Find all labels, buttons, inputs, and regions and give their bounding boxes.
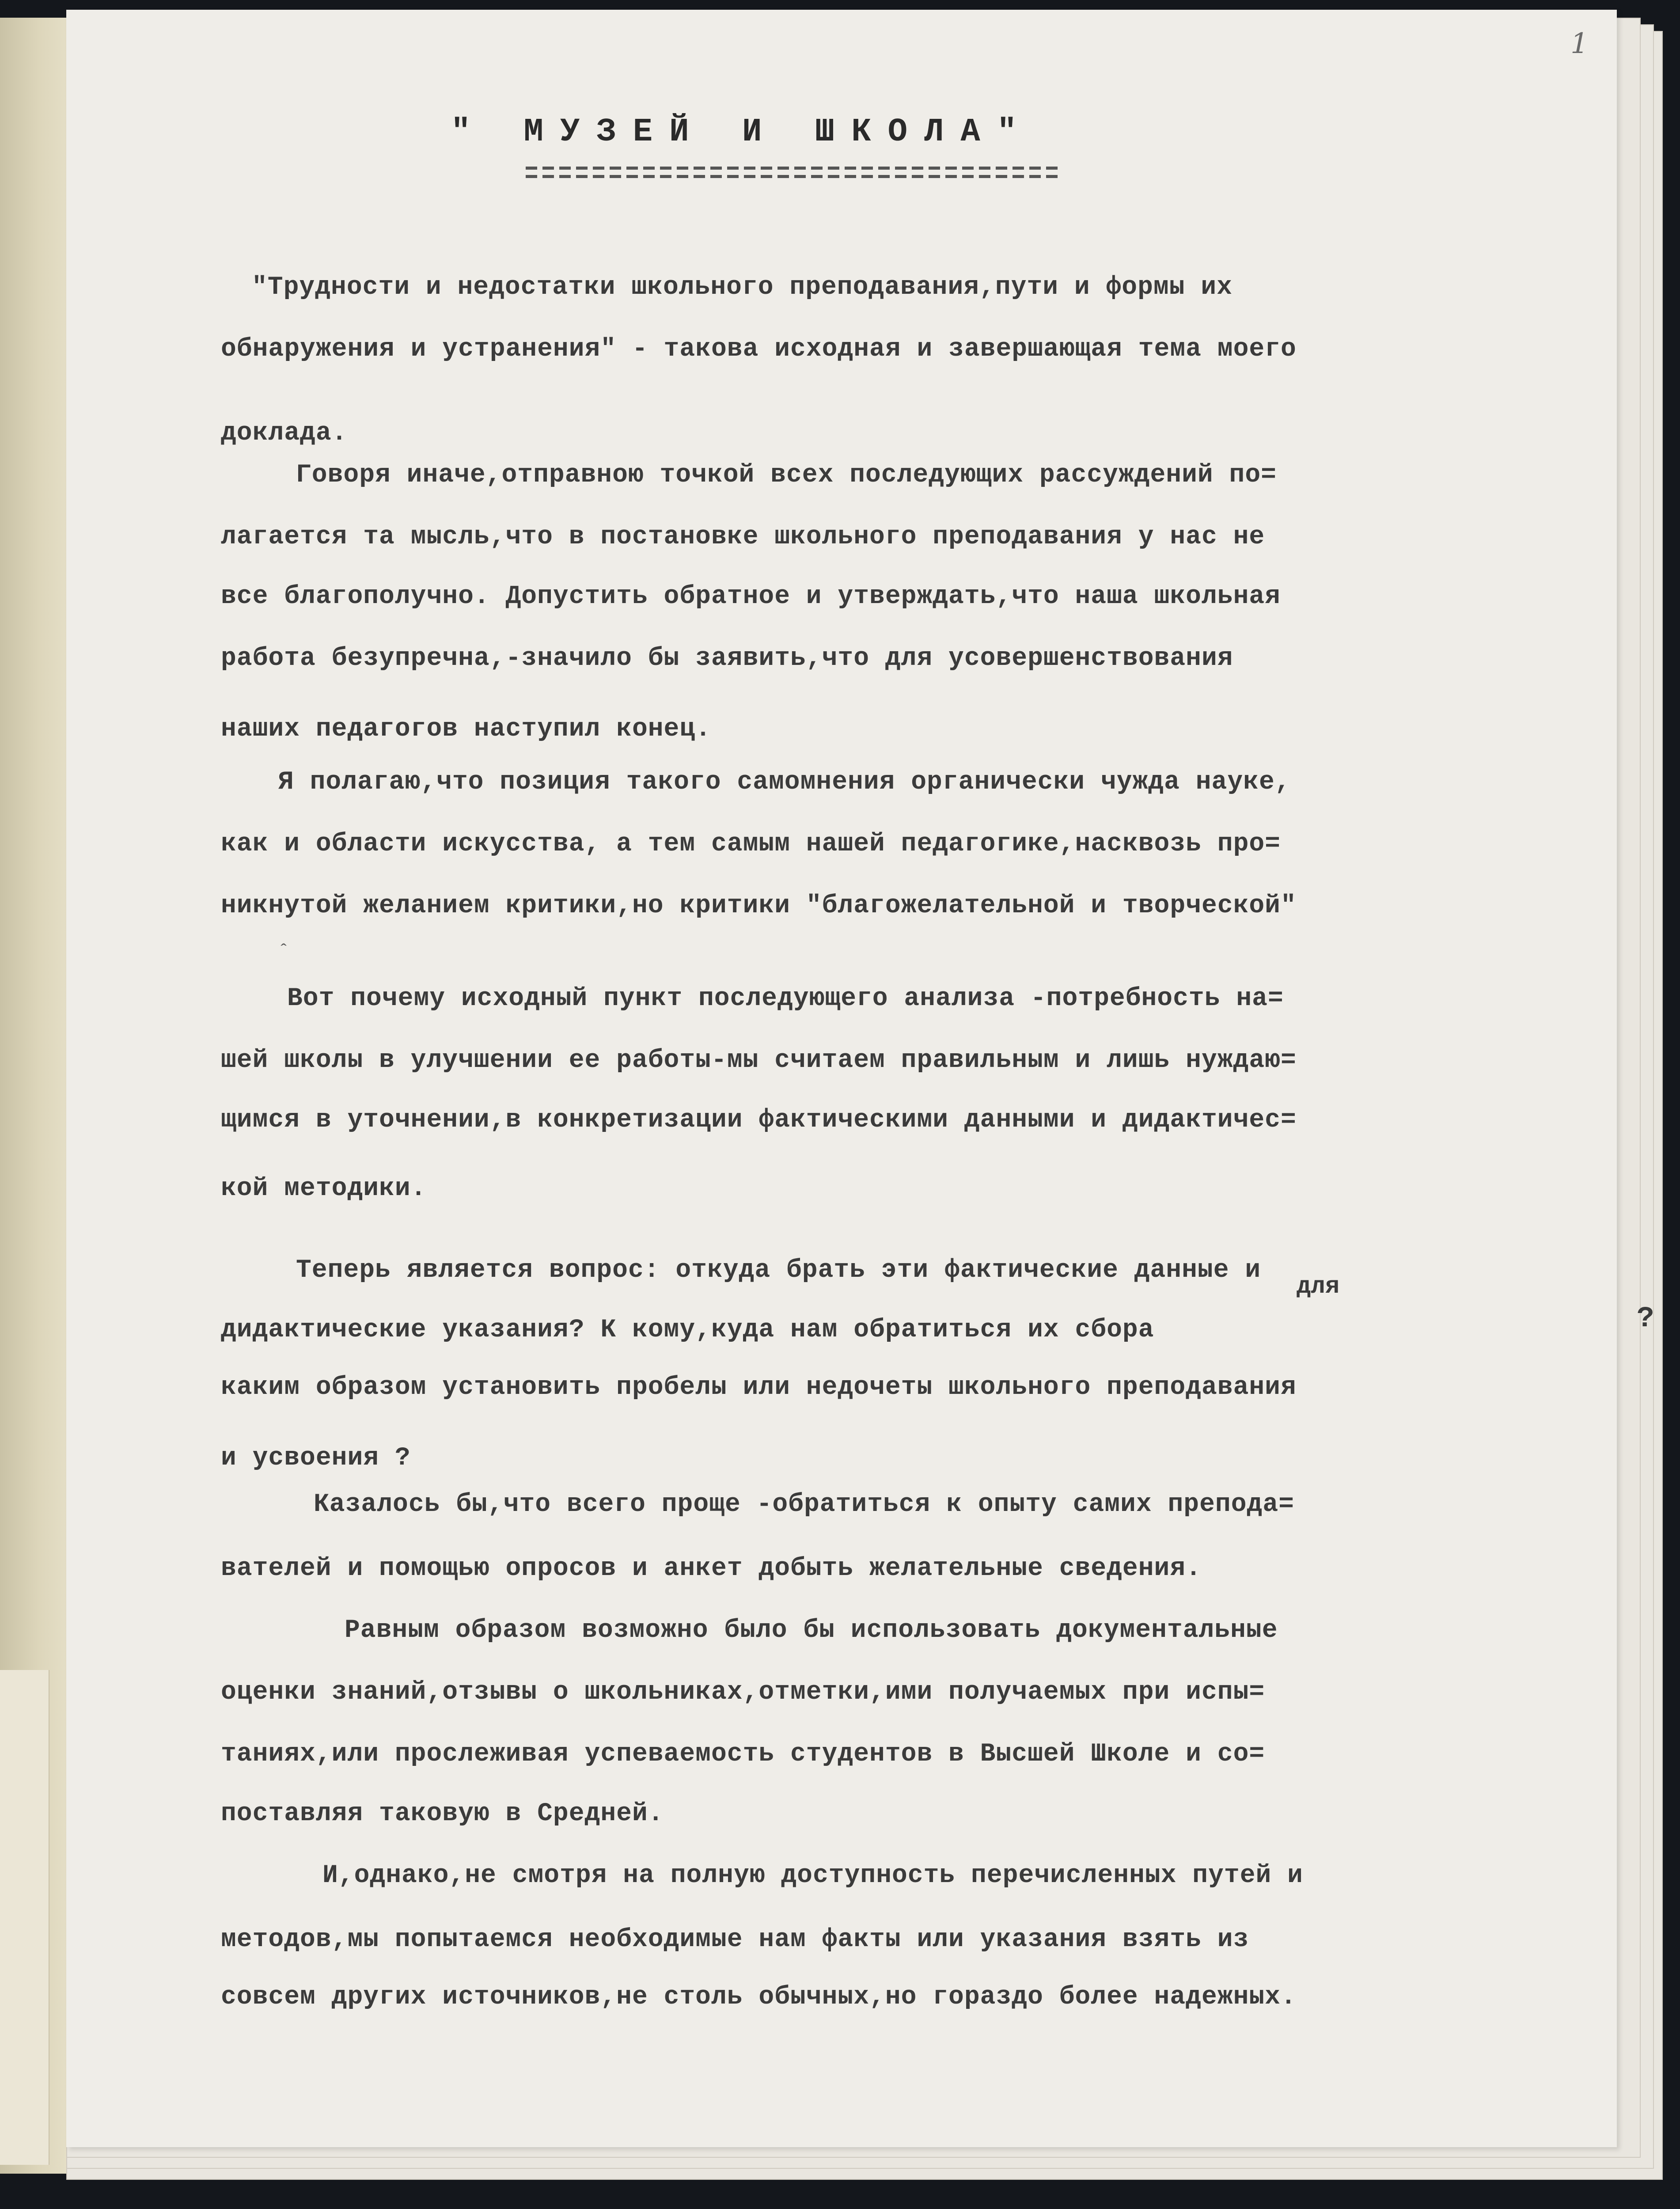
text-line: Казалось бы,что всего проще -обратиться к опыту самих препода= [314, 1490, 1294, 1519]
text-line: Говоря иначе,отправною точкой всех последующих рассуждений по= [296, 461, 1277, 490]
text-line: доклада. [221, 419, 348, 448]
text-line: шей школы в улучшении ее работы-мы считаем правильным и лишь нуждаю= [221, 1046, 1297, 1075]
text-line: вателей и помощью опросов и анкет добыть желательные сведения. [221, 1554, 1202, 1583]
text-line: совсем других источников,не столь обычных,но гораздо более надежных. [221, 1983, 1297, 2012]
text-line: оценки знаний,отзывы о школьниках,отметки,ими получаемых при испы= [221, 1678, 1265, 1707]
text-line: работа безупречна,-значило бы заявить,что для усовершенствования [221, 644, 1233, 673]
text-line: дидактические указания? К кому,куда нам обратиться их сбора [221, 1316, 1154, 1344]
text-line: Теперь является вопрос: откуда брать эти фактические данные и [296, 1256, 1261, 1285]
typewritten-page [66, 10, 1654, 2147]
text-line: таниях,или прослеживая успеваемость студентов в Высшей Школе и со= [221, 1740, 1265, 1769]
text-line: кой методики. [221, 1174, 427, 1203]
document-title: " МУЗЕЙ И ШКОЛА" [451, 114, 1034, 151]
page-number: 1 [1570, 27, 1589, 60]
text-line: "Трудности и недостатки школьного преподавания,пути и формы их [252, 273, 1233, 302]
text-line: лагается та мысль,что в постановке школьного преподавания у нас не [221, 523, 1265, 551]
text-line: щимся в уточнении,в конкретизации фактическими данными и дидактичес= [221, 1106, 1297, 1135]
title-underline [526, 167, 1060, 178]
folder-tab [0, 1670, 49, 2165]
text-line: наших педагогов наступил конец. [221, 715, 711, 744]
text-line: методов,мы попытаемся необходимые нам факты или указания взять из [221, 1925, 1249, 1954]
text-line: все благополучно. Допустить обратное и утверждать,что наша школьная [221, 582, 1281, 611]
text-line: И,однако,не смотря на полную доступность перечисленных путей и [322, 1861, 1303, 1890]
text-line: никнутой желанием критики,но критики "благожелательной и творческой" [221, 892, 1297, 920]
text-line: Равным образом возможно было бы использовать документальные [345, 1616, 1278, 1645]
text-line: Вот почему исходный пункт последующего анализа -потребность на= [287, 984, 1284, 1013]
handwritten-insertion: для [1297, 1273, 1340, 1300]
text-line: обнаружения и устранения" - такова исходная и завершающая тема моего [221, 335, 1297, 364]
margin-question-mark: ? [1637, 1302, 1654, 1335]
text-line: каким образом установить пробелы или недочеты школьного преподавания [221, 1373, 1297, 1402]
text-line: Я полагаю,что позиция такого самомнения органически чужда науке, [278, 768, 1291, 797]
text-line: как и области искусства, а тем самым нашей педагогике,насквозь про= [221, 830, 1281, 858]
text-line: и усвоения ? [221, 1444, 411, 1473]
text-line: поставляя таковую в Средней. [221, 1799, 664, 1828]
caret-mark: ˆ [278, 942, 289, 962]
